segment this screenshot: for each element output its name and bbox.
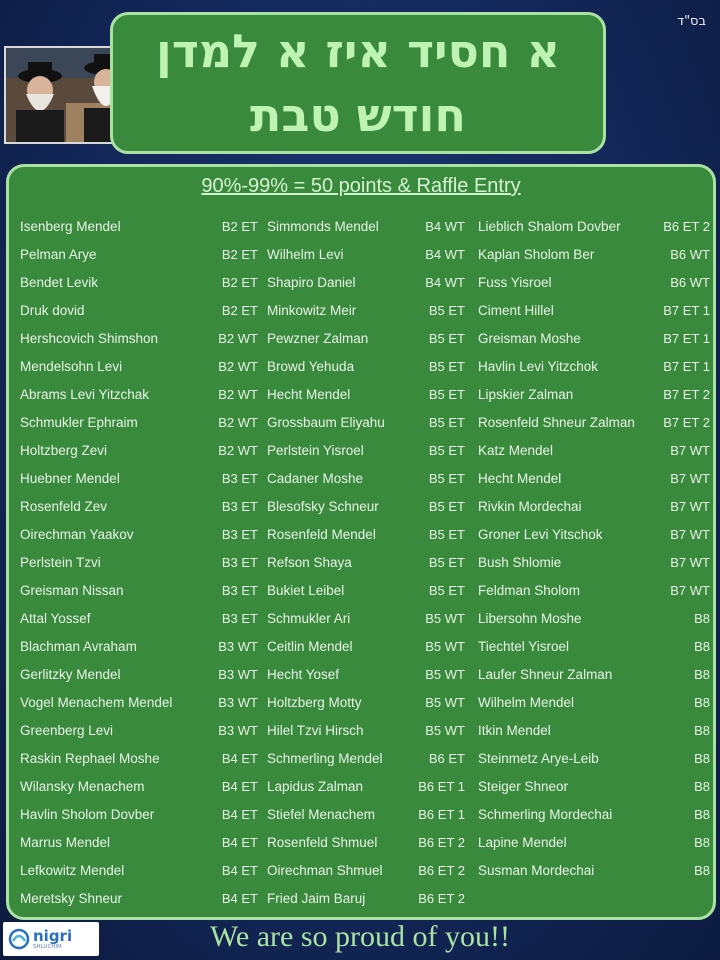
class-code: B8 [694,695,710,710]
student-name: Blesofsky Schneur [267,499,379,514]
class-code: B5 ET [428,471,465,486]
student-name: Holtzberg Motty [267,695,362,710]
class-code: B3 WT [218,695,258,710]
class-code: B3 ET [221,583,258,598]
class-code: B5 WT [425,611,465,626]
class-code: B7 ET 1 [663,303,710,318]
student-name: Marrus Mendel [20,835,111,850]
student-name: Fried Jaim Baruj [267,891,366,906]
class-code: B8 [694,863,710,878]
class-code: B7 WT [670,499,710,514]
class-code: B6 WT [670,275,710,290]
student-name: Fuss Yisroel [478,275,552,290]
class-code: B2 ET [221,219,258,234]
class-code: B5 WT [425,723,465,738]
class-code: B6 ET 1 [418,779,465,794]
student-name: Cadaner Moshe [267,471,364,486]
student-name: Hecht Mendel [478,471,562,486]
student-name: Browd Yehuda [267,359,355,374]
class-code: B8 [694,835,710,850]
student-name: Bendet Levik [20,275,99,290]
student-name: Steinmetz Arye-Leib [478,751,599,766]
student-name: Kaplan Sholom Ber [478,247,595,262]
class-code: B5 ET [428,359,465,374]
student-name: Abrams Levi Yitzchak [20,387,150,402]
class-code: B5 ET [428,415,465,430]
class-code: B5 ET [428,499,465,514]
class-code: B2 ET [221,275,258,290]
class-code: B2 WT [218,331,258,346]
class-code: B5 WT [425,639,465,654]
student-name: Oirechman Shmuel [267,863,383,878]
student-name: Vogel Menachem Mendel [20,695,173,710]
class-code: B3 WT [218,667,258,682]
class-code: B7 ET 2 [663,387,710,402]
class-code: B6 ET 2 [418,835,465,850]
class-code: B8 [694,611,710,626]
class-code: B5 WT [425,667,465,682]
class-code: B8 [694,639,710,654]
student-name: Rosenfeld Shmuel [267,835,378,850]
class-code: B7 WT [670,583,710,598]
student-name: Rosenfeld Mendel [267,527,376,542]
title-line-2: חודש טבת [249,88,467,142]
class-code: B2 ET [221,247,258,262]
student-name: Lapidus Zalman [267,779,364,794]
class-code: B4 ET [221,751,258,766]
student-name: Schmerling Mordechai [478,807,613,822]
class-code: B4 ET [221,863,258,878]
class-code: B5 WT [425,695,465,710]
student-name: Havlin Levi Yitzchok [478,359,599,374]
student-name: Greisman Moshe [478,331,581,346]
student-name: Steiger Shneor [478,779,569,794]
class-code: B5 ET [428,443,465,458]
student-name: Pewzner Zalman [267,331,369,346]
class-code: B6 ET [428,751,465,766]
student-name: Susman Mordechai [478,863,595,878]
class-code: B3 WT [218,639,258,654]
student-name: Libersohn Moshe [478,611,582,626]
class-code: B3 ET [221,471,258,486]
class-code: B7 WT [670,471,710,486]
student-name: Tiechtel Yisroel [478,639,570,654]
logo-name: nigri [33,927,73,945]
student-name: Wilansky Menachem [20,779,145,794]
student-name: Feldman Sholom [478,583,581,598]
footer-message: We are so proud of you!! [210,920,510,953]
student-name: Isenberg Mendel [20,219,121,234]
class-code: B6 ET 2 [418,863,465,878]
student-name: Lapine Mendel [478,835,567,850]
list-heading: 90%-99% = 50 points & Raffle Entry [201,175,521,197]
class-code: B6 ET 2 [663,219,710,234]
class-code: B2 WT [218,415,258,430]
class-code: B2 WT [218,443,258,458]
student-name: Oirechman Yaakov [20,527,134,542]
class-code: B2 WT [218,387,258,402]
class-code: B5 ET [428,331,465,346]
student-name: Holtzberg Zevi [20,443,108,458]
student-name: Havlin Sholom Dovber [20,807,155,822]
student-name: Druk dovid [20,303,85,318]
class-code: B6 ET 2 [418,891,465,906]
class-code: B4 ET [221,891,258,906]
title-line-1: א חסיד איז א למדן [156,24,560,78]
student-name: Blachman Avraham [20,639,137,654]
student-name: Bush Shlomie [478,555,562,570]
student-name: Refson Shaya [267,555,352,570]
class-code: B3 ET [221,555,258,570]
student-name: Huebner Mendel [20,471,120,486]
student-name: Schmukler Ephraim [20,415,138,430]
class-code: B2 ET [221,303,258,318]
student-name: Schmerling Mendel [267,751,383,766]
class-code: B5 ET [428,583,465,598]
class-code: B3 WT [218,723,258,738]
class-code: B3 ET [221,499,258,514]
class-code: B5 ET [428,527,465,542]
student-name: Katz Mendel [478,443,554,458]
class-code: B7 WT [670,443,710,458]
class-code: B4 WT [425,219,465,234]
student-name: Minkowitz Meir [267,303,357,318]
student-name: Rosenfeld Zev [20,499,108,514]
class-code: B5 ET [428,555,465,570]
student-name: Rivkin Mordechai [478,499,582,514]
student-name: Gerlitzky Mendel [20,667,121,682]
student-name: Bukiet Leibel [267,583,345,598]
student-name: Lefkowitz Mendel [20,863,125,878]
class-code: B5 ET [428,387,465,402]
student-name: Meretsky Shneur [20,891,123,906]
class-code: B5 ET [428,303,465,318]
student-name: Schmukler Ari [267,611,351,626]
student-name: Raskin Rephael Moshe [20,751,160,766]
student-name: Lieblich Shalom Dovber [478,219,621,234]
class-code: B3 ET [221,611,258,626]
student-name: Attal Yossef [20,611,91,626]
class-code: B7 ET 1 [663,359,710,374]
class-code: B2 WT [218,359,258,374]
student-name: Hecht Mendel [267,387,351,402]
honor-roll-panel [6,164,716,920]
class-code: B8 [694,667,710,682]
student-name: Groner Levi Yitschok [478,527,603,542]
class-code: B8 [694,751,710,766]
class-code: B4 ET [221,807,258,822]
student-name: Stiefel Menachem [267,807,376,822]
student-name: Grossbaum Eliyahu [267,415,385,430]
student-name: Mendelsohn Levi [20,359,123,374]
student-name: Wilhelm Levi [267,247,344,262]
class-code: B6 ET 1 [418,807,465,822]
student-name: Ceitlin Mendel [267,639,353,654]
class-code: B8 [694,723,710,738]
logo-tagline: SHLUCHIM [33,944,62,950]
class-code: B8 [694,807,710,822]
student-name: Laufer Shneur Zalman [478,667,613,682]
student-name: Greisman Nissan [20,583,124,598]
student-name: Lipskier Zalman [478,387,574,402]
student-name: Hecht Yosef [267,667,340,682]
student-name: Wilhelm Mendel [478,695,575,710]
class-code: B7 ET 2 [663,415,710,430]
bsd-label: בס"ד [676,14,706,29]
student-name: Simmonds Mendel [267,219,379,234]
class-code: B4 ET [221,835,258,850]
class-code: B7 WT [670,555,710,570]
student-name: Hilel Tzvi Hirsch [267,723,364,738]
student-name: Itkin Mendel [478,723,551,738]
student-name: Shapiro Daniel [267,275,356,290]
class-code: B4 ET [221,779,258,794]
class-code: B4 WT [425,275,465,290]
student-name: Ciment Hillel [478,303,554,318]
class-code: B3 ET [221,527,258,542]
student-name: Hershcovich Shimshon [20,331,159,346]
title-box [110,12,606,154]
student-name: Pelman Arye [20,247,97,262]
class-code: B6 WT [670,247,710,262]
student-name: Greenberg Levi [20,723,114,738]
class-code: B7 WT [670,527,710,542]
student-name: Perlstein Tzvi [20,555,101,570]
class-code: B4 WT [425,247,465,262]
student-name: Rosenfeld Shneur Zalman [478,415,635,430]
class-code: B8 [694,779,710,794]
class-code: B7 ET 1 [663,331,710,346]
student-name: Perlstein Yisroel [267,443,364,458]
